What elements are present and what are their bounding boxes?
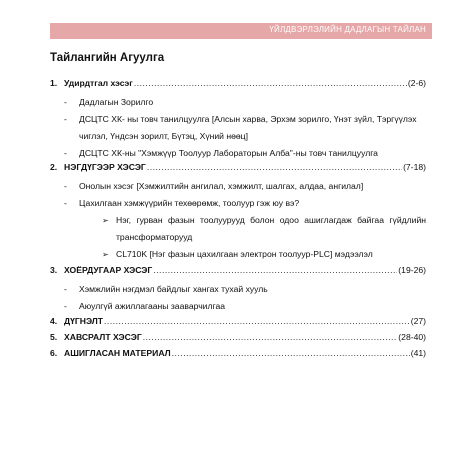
table-of-contents <box>50 78 426 364</box>
toc-entry-number: 5. <box>50 332 58 342</box>
toc-entry-label: ХАВСРАЛТ ХЭСЭГ <box>64 332 142 342</box>
toc-entry-number: 3. <box>50 265 58 275</box>
toc-subentry-text: Аюулгүй ажиллагааны зааварчилгаа <box>79 301 226 311</box>
toc-leader-dots <box>104 316 410 326</box>
toc-subsubentry-text: CL710K [Нэг фазын цахилгаан электрон тоолуур-PLC] мэдээлэл <box>116 249 373 259</box>
toc-subentry-1-2[interactable] <box>50 111 426 145</box>
toc-entry-pages: (41) <box>410 348 426 358</box>
toc-subentry-3-1[interactable] <box>50 281 426 298</box>
toc-entry-pages: (27) <box>410 316 426 326</box>
toc-entry-6[interactable] <box>50 348 426 364</box>
toc-entry-1[interactable] <box>50 78 426 94</box>
page-header-text: ҮЙЛДВЭРЛЭЛИЙН ДАДЛАГЫН ТАЙЛАН <box>269 25 426 34</box>
toc-entry-label: Удирдтгал хэсэг <box>64 78 133 88</box>
dash-bullet: - <box>64 198 67 208</box>
dash-bullet: - <box>64 114 67 124</box>
arrow-bullet-icon: ➢ <box>102 216 109 225</box>
toc-subsubentry-2-2-1[interactable] <box>50 212 426 246</box>
toc-subentry-text: Онолын хэсэг [Хэмжилтийн ангилал, хэмжилт, шалгах, алдаа, ангилал] <box>79 181 364 191</box>
toc-entry-number: 6. <box>50 348 58 358</box>
arrow-bullet-icon: ➢ <box>102 250 109 259</box>
toc-subentry-2-1[interactable] <box>50 178 426 195</box>
toc-entry-pages: (28-40) <box>398 332 426 342</box>
toc-entry-4[interactable] <box>50 316 426 332</box>
toc-entry-pages: (7-18) <box>403 162 426 172</box>
toc-leader-dots <box>172 348 410 358</box>
dash-bullet: - <box>64 97 67 107</box>
toc-entry-label: АШИГЛАСАН МАТЕРИАЛ <box>64 348 171 358</box>
dash-bullet: - <box>64 181 67 191</box>
toc-entry-2[interactable] <box>50 162 426 178</box>
toc-entry-number: 4. <box>50 316 58 326</box>
dash-bullet: - <box>64 148 67 158</box>
toc-subentry-1-3[interactable] <box>50 145 426 162</box>
toc-leader-dots <box>134 78 407 88</box>
toc-entry-label: ДҮГНЭЛТ <box>64 316 104 326</box>
toc-subentry-1-1[interactable] <box>50 94 426 111</box>
toc-subentry-text: ДСЦТС ХК- ны товч танилцуулга [Алсын харва, Эрхэм зорилго, Үнэт зүйл, Тэргүүлэх чиглэл, Үндсэн зорилт, Бүтэц, Хүний нөөц] <box>79 114 417 141</box>
toc-entry-number: 2. <box>50 162 58 172</box>
toc-entry-5[interactable] <box>50 332 426 348</box>
toc-subsubentry-text: Нэг, гурван фазын тоолуурууд болон одоо ашиглагдаж байгаа гүйдлийн трансформаторууд <box>116 215 426 242</box>
toc-entry-number: 1. <box>50 78 58 88</box>
toc-subentry-text: Цахилгаан хэмжүүрийн техөөрөмж, тоолуур гэж юу вэ? <box>79 198 300 208</box>
dash-bullet: - <box>64 301 67 311</box>
dash-bullet: - <box>64 284 67 294</box>
toc-entry-pages: (2-6) <box>407 78 426 88</box>
toc-leader-dots <box>143 332 398 342</box>
toc-subentry-text: Хэмжлийн нэгдмэл байдлыг хангах тухай хууль <box>79 284 268 294</box>
toc-leader-dots <box>147 162 402 172</box>
page-header-band <box>50 23 432 39</box>
toc-subentry-2-2[interactable] <box>50 195 426 212</box>
toc-entry-label: ХОЁРДУГААР ХЭСЭГ <box>64 265 153 275</box>
toc-leader-dots <box>153 265 397 275</box>
document-title: Тайлангийн Агуулга <box>50 52 165 64</box>
toc-entry-label: НЭГДҮГЭЭР ХЭСЭГ <box>64 162 146 172</box>
toc-subentry-3-2[interactable] <box>50 298 426 315</box>
toc-entry-3[interactable] <box>50 265 426 281</box>
toc-subsubentry-2-2-2[interactable] <box>50 246 426 263</box>
toc-entry-pages: (19-26) <box>398 265 426 275</box>
toc-subentry-text: Дадлагын Зорилго <box>79 97 154 107</box>
toc-subentry-text: ДСЦТС ХК-ны "Хэмжүүр Тоолуур Лабораторын Алба"-ны товч танилцуулга <box>79 148 378 158</box>
